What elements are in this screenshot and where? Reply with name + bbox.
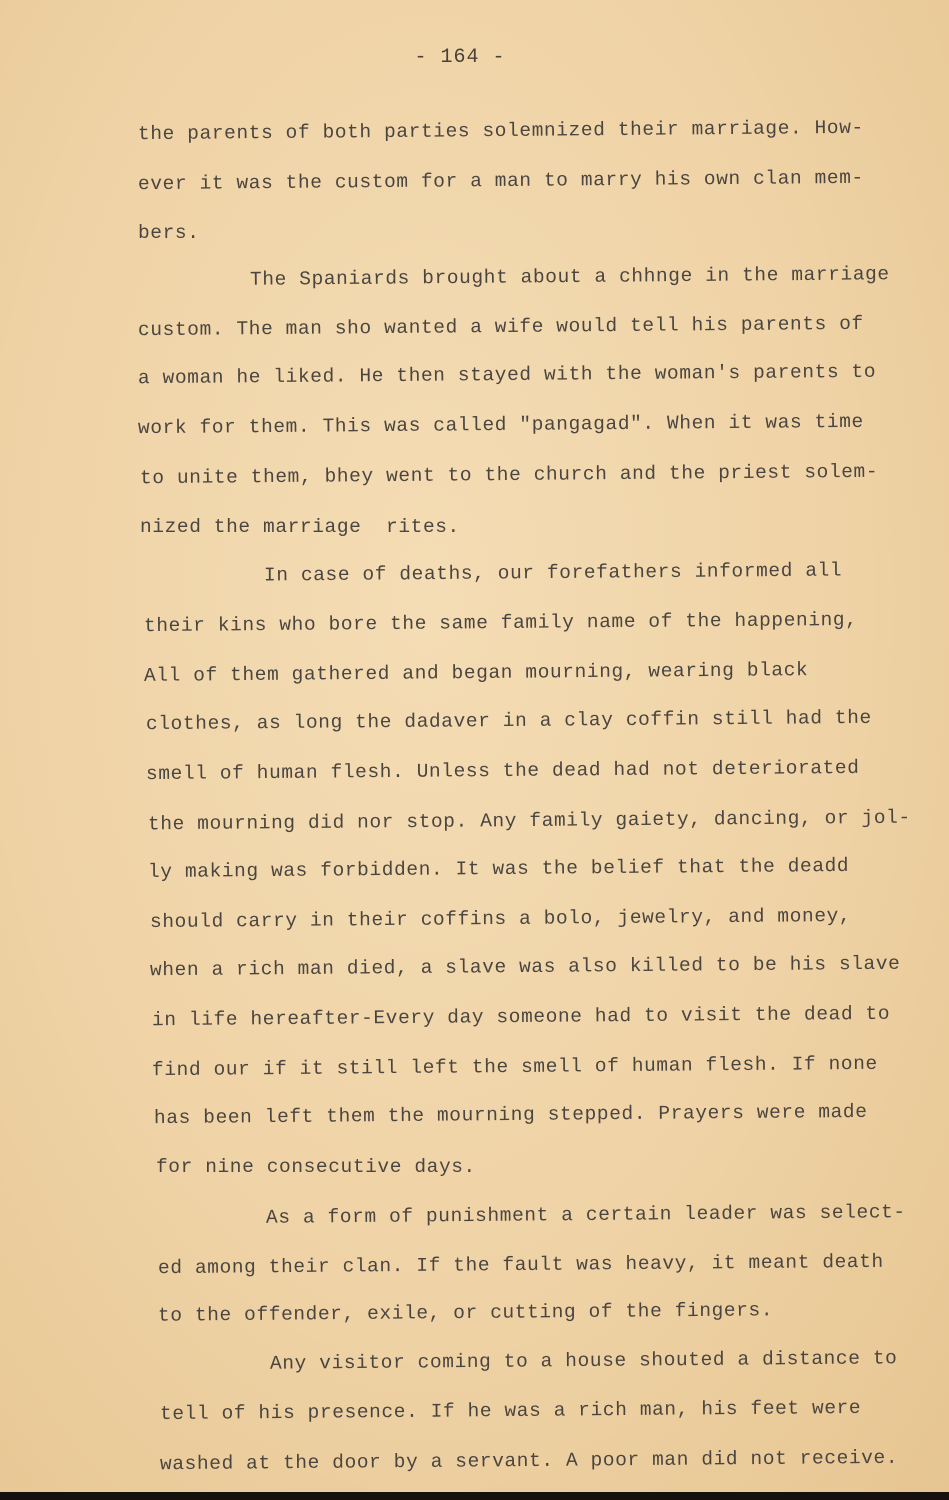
text-line: All of them gathered and began mourning, wearing black [143,659,809,687]
text-line: tell of his presence. If he was a rich man, his feet were [159,1396,862,1426]
page-number: - 164 - [414,46,506,69]
text-line: has been left them the mourning stepped. Prayers were made [153,1100,868,1130]
text-line: As a form of punishment a certain leader was select- [265,1201,906,1229]
text-line: custom. The man sho wanted a wife would tell his parents of [137,312,864,342]
text-line: ever it was the custom for a man to marry his own clan mem- [137,166,864,196]
text-line: the mourning did nor stop. Any family gaiety, dancing, or jol- [147,806,911,836]
text-line: for nine consecutive days. [156,1156,476,1178]
text-line: Any visitor coming to a house shouted a distance to [269,1347,898,1375]
text-line: The Spaniards brought about a chhnge in the marriage [249,263,890,291]
text-line: In case of deaths, our forefathers informed all [263,559,843,587]
text-line: work for them. This was called "pangagad". When it was time [137,410,864,440]
text-line: ly making was forbidden. It was the belief that the deadd [147,854,850,884]
text-line: to unite them, bhey went to the church and the priest solem- [139,460,879,490]
text-line: when a rich man died, a slave was also killed to be his slave [149,952,901,982]
text-line: a woman he liked. He then stayed with the woman's parents to [137,360,877,390]
text-line: ed among their clan. If the fault was heavy, it meant death [157,1250,884,1280]
text-line: bers. [138,222,200,244]
text-line: nized the marriage rites. [140,516,460,538]
text-line: should carry in their coffins a bolo, jewelry, and money, [149,904,852,934]
text-line: to the offender, exile, or cutting of the fingers. [157,1299,774,1327]
text-line: their kins who bore the same family name of the happening, [143,608,858,638]
text-line: the parents of both parties solemnized their marriage. How- [137,116,864,146]
text-line: smell of human flesh. Unless the dead had not deteriorated [145,756,860,786]
text-line: find our if it still left the smell of human flesh. If none [151,1052,878,1082]
text-line: washed at the door by a servant. A poor man did not receive. [159,1446,899,1476]
text-line: clothes, as long the dadaver in a clay coffin still had the [145,706,872,736]
page-bottom-edge [0,1492,949,1500]
text-line: in life hereafter-Every day someone had to visit the dead to [151,1002,891,1032]
